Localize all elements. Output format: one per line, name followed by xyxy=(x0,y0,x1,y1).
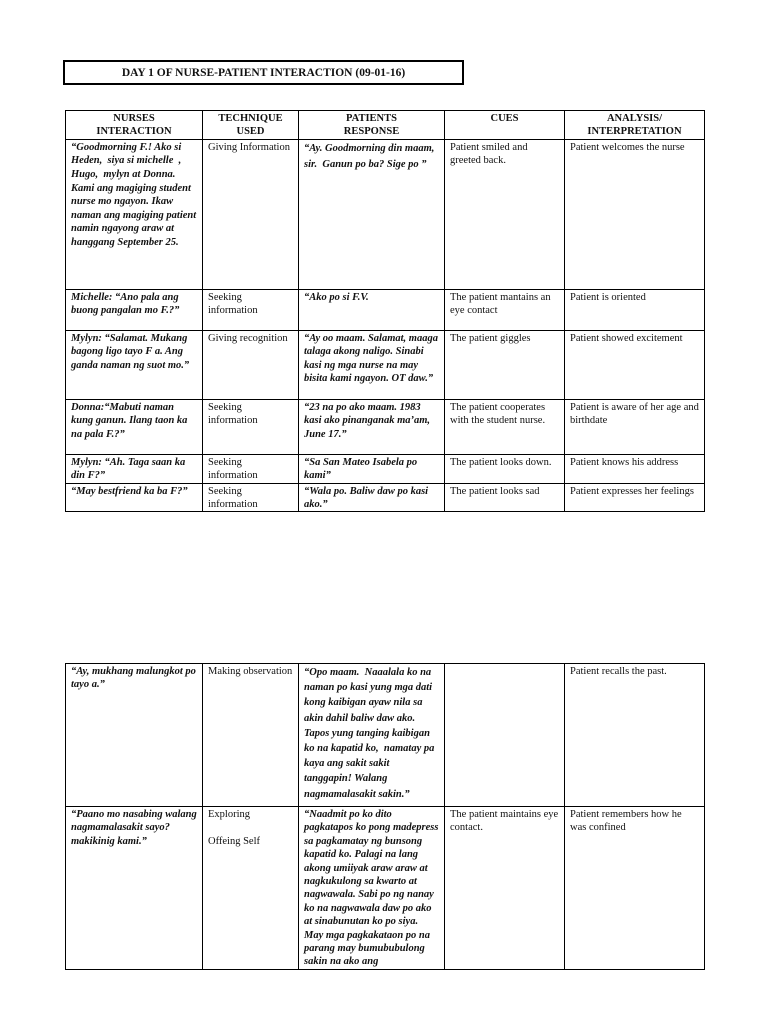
header-nurses-interaction xyxy=(66,111,203,140)
nurse-interaction-cell: Mylyn: “Salamat. Mukang bagong ligo tayo F a. Ang ganda naman ng suot mo.” xyxy=(66,330,203,399)
cues-cell: The patient looks down. xyxy=(445,454,565,483)
header-patients-response xyxy=(299,111,445,140)
cues-cell: Patient smiled and greeted back. xyxy=(445,139,565,289)
header-text: USED xyxy=(236,126,265,138)
header-text: RESPONSE xyxy=(343,126,400,138)
analysis-cell: Patient expresses her feelings xyxy=(565,483,705,512)
technique-cell xyxy=(203,807,299,970)
patient-response-cell: “Ay. Goodmorning din maam, sir. Ganun po ba? Sige po ” xyxy=(299,139,445,289)
document-title: DAY 1 OF NURSE-PATIENT INTERACTION (09-01-16) xyxy=(63,60,464,85)
header-text: ANALYSIS/ xyxy=(606,113,663,124)
technique-text: Offeing Self xyxy=(208,836,261,848)
analysis-cell: Patient is oriented xyxy=(565,289,705,330)
interaction-table-continued xyxy=(65,663,705,970)
nurse-interaction-cell: Donna:“Mabuti naman kung ganun. Ilang taon ka na pala F.?” xyxy=(66,399,203,454)
technique-cell: Seeking information xyxy=(203,399,299,454)
nurse-interaction-cell: Michelle: “Ano pala ang buong pangalan mo F.?” xyxy=(66,289,203,330)
patient-response-cell: “Opo maam. Naaalala ko na naman po kasi yung mga dati kong kaibigan ayaw nila sa akin dahil baliw daw ako. Tapos yung tanging kaibigan ko na kapatid ko, namatay pa kaya ang sakit sakit tanggapin! Walang nagmamalasakit sakin.” xyxy=(299,664,445,807)
header-text: INTERPRETATION xyxy=(587,126,682,138)
analysis-cell: Patient knows his address xyxy=(565,454,705,483)
nurse-interaction-cell: “May bestfriend ka ba F?” xyxy=(66,483,203,512)
analysis-cell: Patient welcomes the nurse xyxy=(565,139,705,289)
table-row xyxy=(66,483,705,512)
header-text: NURSES xyxy=(113,113,155,124)
technique-cell: Giving recognition xyxy=(203,330,299,399)
analysis-cell: Patient remembers how he was confined xyxy=(565,807,705,970)
header-cues: CUES xyxy=(445,111,565,140)
header-text: TECHNIQUE xyxy=(218,113,283,124)
nurse-interaction-cell: “Goodmorning F.! Ako si Heden, siya si michelle , Hugo, mylyn at Donna. Kami ang magiging student nurse mo ngayon. Ikaw naman ang magiging patient namin ngayong araw at hanggang September 25. xyxy=(66,139,203,289)
cues-cell: The patient looks sad xyxy=(445,483,565,512)
table-row xyxy=(66,330,705,399)
nurse-interaction-cell: “Ay, mukhang malungkot po tayo a.” xyxy=(66,664,203,807)
patient-response-cell: “Naadmit po ko dito pagkatapos ko pong madepress sa pagkamatay ng bunsong kapatid ko. Palagi na lang akong umiiyak araw araw at nagkukulong sa kwarto at nagwawala. Sabi po ng nanay ko na nagwawala daw po ako at sinabunutan ko po siya. May mga pagkakataon po na parang may bumububulong sakin na ako ang xyxy=(299,807,445,970)
patient-response-cell: “Sa San Mateo Isabela po kami” xyxy=(299,454,445,483)
analysis-cell: Patient is aware of her age and birthdate xyxy=(565,399,705,454)
patient-response-cell: “Ako po si F.V. xyxy=(299,289,445,330)
patient-response-cell: “Wala po. Baliw daw po kasi ako.” xyxy=(299,483,445,512)
cues-cell xyxy=(445,664,565,807)
header-text: PATIENTS xyxy=(346,113,397,124)
technique-cell: Making observation xyxy=(203,664,299,807)
technique-text: Exploring xyxy=(208,809,250,820)
nurse-interaction-cell: Mylyn: “Ah. Taga saan ka din F?” xyxy=(66,454,203,483)
cues-cell: The patient maintains eye contact. xyxy=(445,807,565,970)
table-row xyxy=(66,399,705,454)
cues-cell: The patient mantains an eye contact xyxy=(445,289,565,330)
table-row xyxy=(66,289,705,330)
table-row xyxy=(66,139,705,289)
header-text: INTERACTION xyxy=(96,126,172,138)
header-technique-used xyxy=(203,111,299,140)
technique-cell: Giving Information xyxy=(203,139,299,289)
nurse-interaction-cell: “Paano mo nasabing walang nagmamalasakit sayo? makikinig kami.” xyxy=(66,807,203,970)
technique-cell: Seeking information xyxy=(203,483,299,512)
table-header-row xyxy=(66,111,705,140)
interaction-table xyxy=(65,110,705,512)
analysis-cell: Patient showed excitement xyxy=(565,330,705,399)
patient-response-cell: “23 na po ako maam. 1983 kasi ako pinanganak ma’am, June 17.” xyxy=(299,399,445,454)
table-row xyxy=(66,664,705,807)
technique-cell: Seeking information xyxy=(203,289,299,330)
table-row xyxy=(66,454,705,483)
table-row xyxy=(66,807,705,970)
header-analysis xyxy=(565,111,705,140)
technique-cell: Seeking information xyxy=(203,454,299,483)
cues-cell: The patient giggles xyxy=(445,330,565,399)
analysis-cell: Patient recalls the past. xyxy=(565,664,705,807)
patient-response-cell: “Ay oo maam. Salamat, maaga talaga akong naligo. Sinabi kasi ng mga nurse na may bisita kami ngayon. OT daw.” xyxy=(299,330,445,399)
cues-cell: The patient cooperates with the student nurse. xyxy=(445,399,565,454)
